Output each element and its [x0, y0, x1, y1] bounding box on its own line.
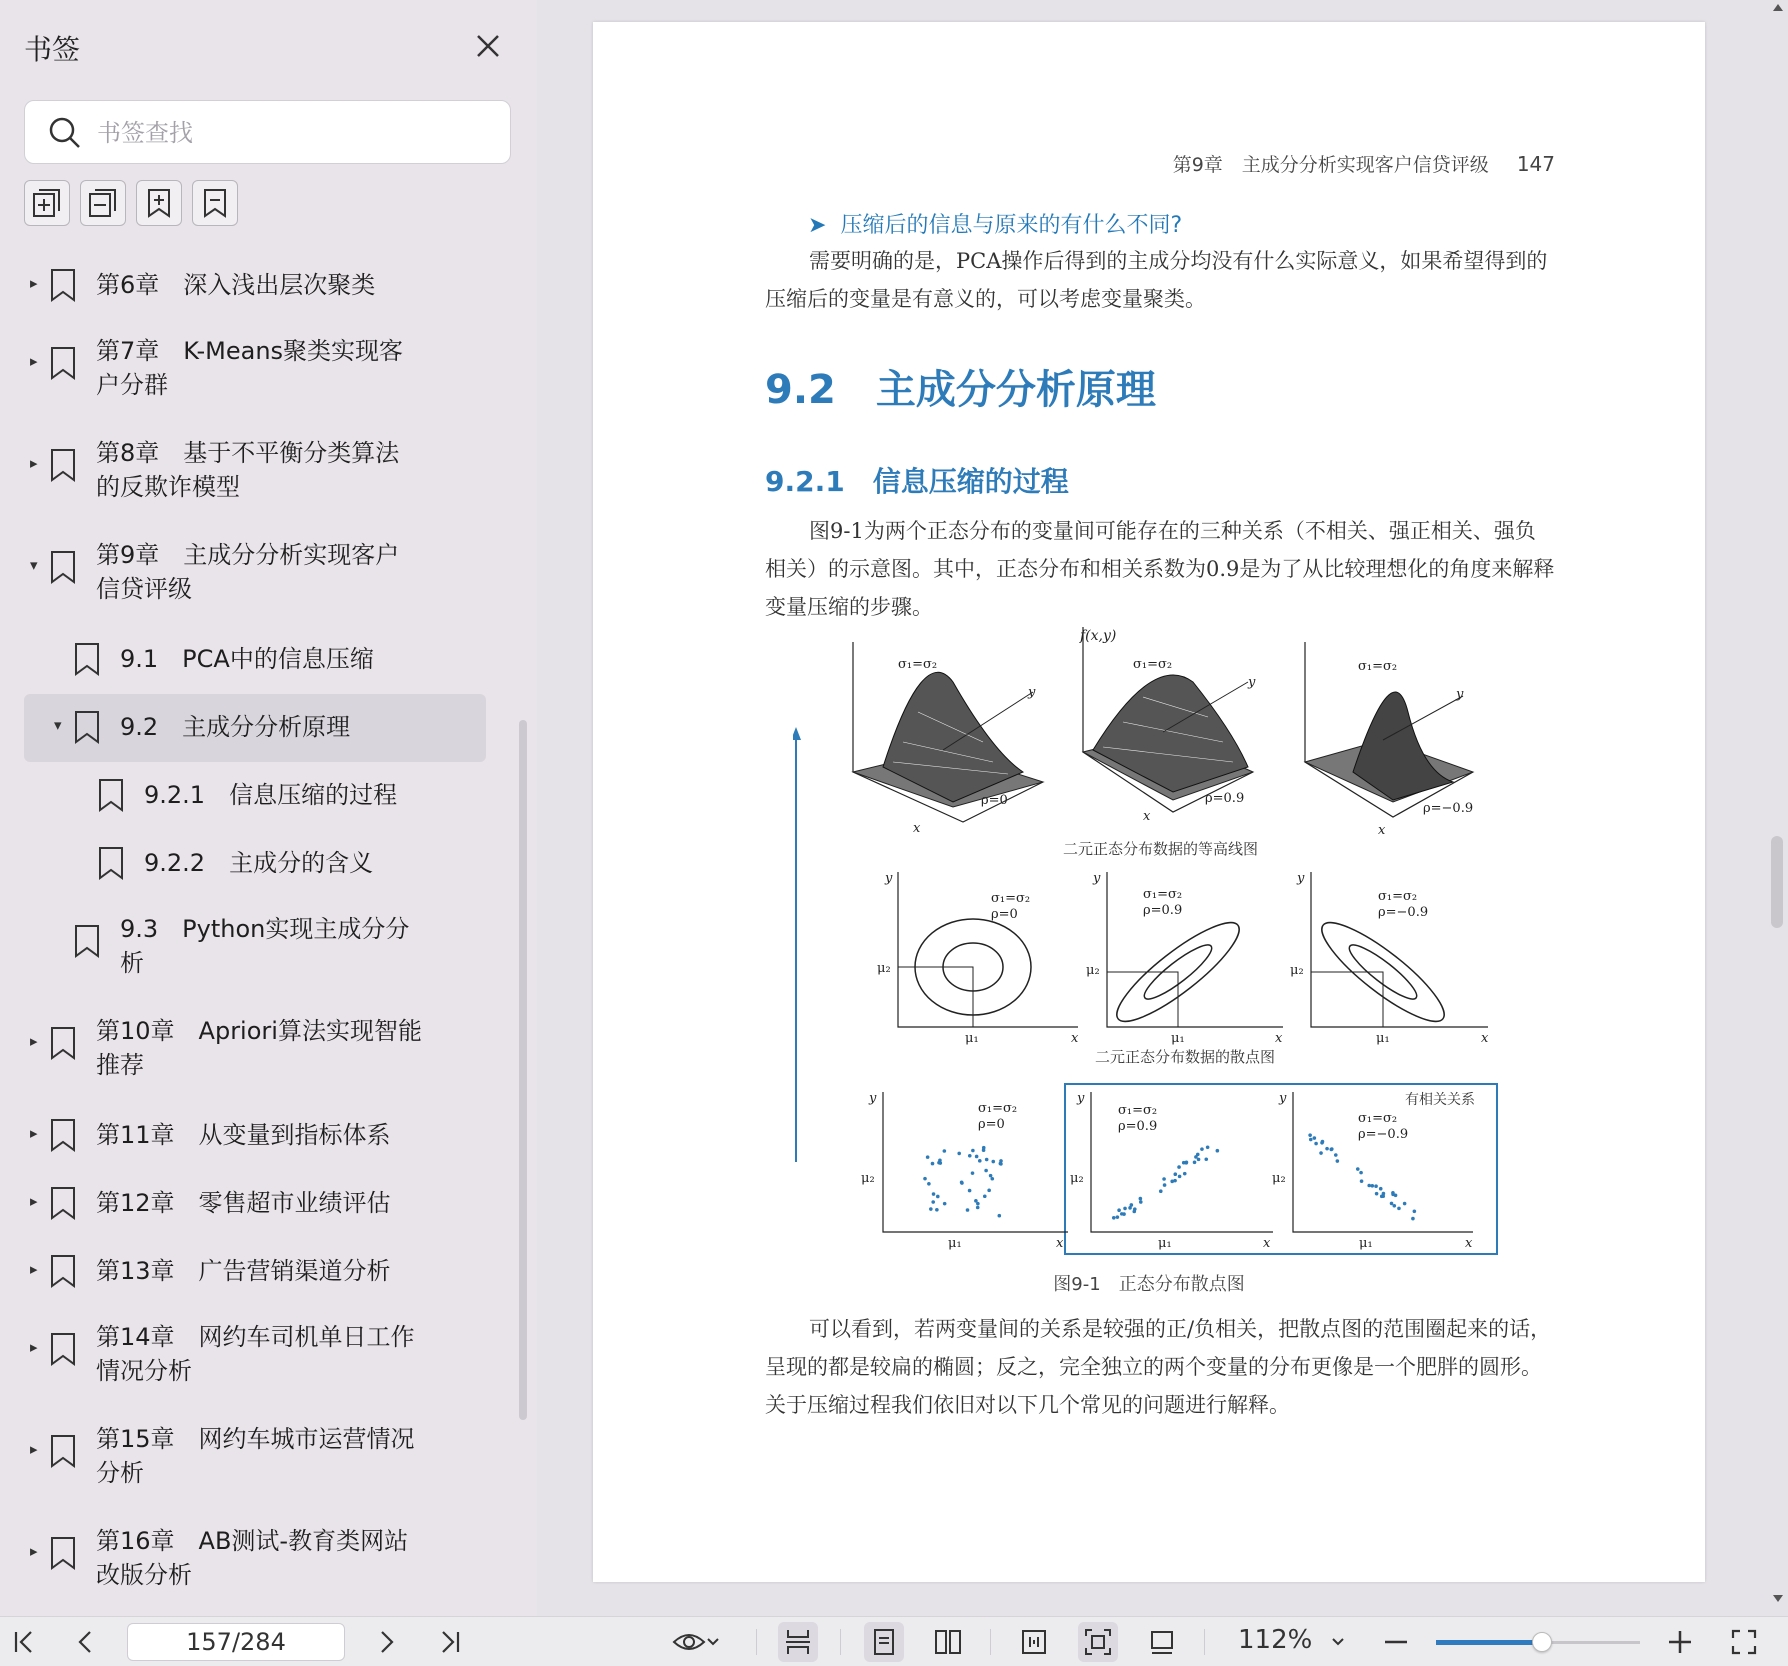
document-page	[593, 22, 1705, 1582]
section-heading: 9.2 主成分分析原理	[765, 367, 1156, 413]
bookmark-icon	[48, 550, 78, 584]
bookmark-item[interactable]	[0, 762, 500, 830]
svg-text:μ₂: μ₂	[877, 961, 891, 976]
view-mode-dropdown[interactable]	[664, 1624, 728, 1660]
svg-text:y: y	[869, 1091, 877, 1106]
svg-text:ρ=0.9: ρ=0.9	[1118, 1119, 1158, 1134]
question-text: 压缩后的信息与原来的有什么不同?	[840, 213, 1183, 238]
scatter-point	[1329, 1148, 1333, 1152]
scatter-point	[1403, 1202, 1407, 1206]
scatter-point	[929, 1207, 933, 1211]
scatter-plot-1	[861, 1091, 1068, 1251]
scatter-point	[1382, 1192, 1386, 1196]
chevron-down-icon	[706, 1637, 720, 1647]
subsection-heading: 9.2.1 信息压缩的过程	[765, 465, 1069, 498]
bookmark-item[interactable]	[0, 626, 500, 694]
collapse-all-icon	[87, 187, 119, 219]
close-sidebar-button[interactable]	[470, 28, 506, 64]
bookmark-label-line1: 第16章 AB测试-教育类网站	[96, 1527, 409, 1555]
scatter-point	[1325, 1147, 1329, 1151]
zoom-in-button[interactable]	[1662, 1624, 1698, 1660]
bookmark-label-line1: 第13章 广告营销渠道分析	[96, 1257, 391, 1285]
remove-bookmark-button[interactable]	[192, 180, 238, 226]
svg-text:y: y	[1028, 685, 1036, 700]
bookmark-label-line1: 9.2.1 信息压缩的过程	[144, 781, 398, 809]
running-head	[1173, 150, 1555, 177]
bookmark-label-line2: 户分群	[96, 371, 168, 399]
expand-all-button[interactable]	[24, 180, 70, 226]
svg-text:μ₂: μ₂	[1086, 963, 1100, 978]
scatter-point	[1374, 1184, 1378, 1188]
caret-right-icon[interactable]: ▸	[30, 1124, 38, 1142]
caret-right-icon[interactable]: ▸	[30, 1440, 38, 1458]
bookmark-label	[144, 846, 373, 880]
paragraph-3: 可以看到，若两变量间的关系是较强的正/负相关，把散点图的范围圈起来的话，呈现的都是较扁的椭圆；反之，完全独立的两个变量的分布更像是一个肥胖的圆形。关于压缩过程我们依旧对以下几个常见的问题进行解释。	[765, 1317, 1552, 1417]
scatter-plot-2	[1070, 1091, 1273, 1251]
svg-text:σ₁=σ₂: σ₁=σ₂	[991, 891, 1031, 906]
fullscreen-icon	[1730, 1628, 1758, 1656]
svg-text:x: x	[1275, 1031, 1283, 1046]
rotate-button[interactable]	[1144, 1624, 1180, 1660]
scatter-point	[1159, 1189, 1163, 1193]
bookmark-label-line2: 分析	[96, 1459, 144, 1487]
scatter-point	[1123, 1207, 1127, 1211]
scatter-point	[1117, 1208, 1121, 1212]
bookmark-icon	[48, 1118, 78, 1152]
running-head-title: 第9章 主成分分析实现客户信贷评级	[1172, 154, 1489, 176]
zoom-slider-knob[interactable]	[1532, 1632, 1552, 1652]
svg-text:y: y	[1456, 687, 1464, 702]
svg-text:x: x	[1378, 823, 1386, 838]
scatter-point	[983, 1194, 987, 1198]
svg-text:y: y	[1248, 675, 1256, 690]
bookmark-label	[96, 1014, 422, 1082]
caret-down-icon[interactable]: ▾	[30, 556, 38, 574]
bottom-toolbar	[0, 1616, 1788, 1666]
scatter-point	[985, 1158, 989, 1162]
sidebar-title: 书签	[24, 33, 81, 66]
contour-plot-2	[1086, 871, 1283, 1046]
fullscreen-button[interactable]	[1726, 1624, 1762, 1660]
scatter-point	[1411, 1217, 1415, 1221]
bookmark-item[interactable]	[0, 1510, 500, 1612]
contour-plot-1	[877, 871, 1079, 1046]
scatter-point	[991, 1160, 995, 1164]
bookmark-item[interactable]	[24, 694, 486, 762]
bookmark-label-line1: 第11章 从变量到指标体系	[96, 1121, 391, 1149]
caret-right-icon[interactable]: ▸	[30, 1338, 38, 1356]
scatter-point	[931, 1200, 935, 1204]
scatter-point	[982, 1146, 986, 1150]
zoom-slider-fill	[1436, 1640, 1542, 1645]
bookmark-icon	[48, 1254, 78, 1288]
bookmark-label-line1: 9.1 PCA中的信息压缩	[120, 645, 374, 673]
scatter-point	[1356, 1167, 1360, 1171]
zoom-out-button[interactable]	[1378, 1624, 1414, 1660]
scatter-point	[936, 1195, 940, 1199]
svg-text:ρ=0: ρ=0	[978, 1117, 1005, 1132]
scatter-point	[927, 1182, 931, 1186]
scatter-point	[957, 1152, 961, 1156]
bookmark-item[interactable]	[0, 1170, 500, 1238]
scatter-point	[1177, 1165, 1181, 1169]
bookmark-icon	[48, 1332, 78, 1366]
bookmark-label-line2: 情况分析	[96, 1357, 192, 1385]
svg-text:x: x	[1263, 1236, 1271, 1251]
scatter-point	[1183, 1172, 1187, 1176]
svg-text:σ₁=σ₂: σ₁=σ₂	[898, 657, 938, 672]
bookmark-label	[96, 1254, 391, 1288]
bookmark-icon	[48, 1434, 78, 1468]
bookmark-label	[96, 1320, 415, 1388]
bookmark-item[interactable]	[0, 1408, 500, 1510]
scatter-point	[1204, 1157, 1208, 1161]
caret-right-icon[interactable]: ▸	[30, 352, 38, 370]
bookmark-label	[96, 268, 375, 302]
scatter-point	[1370, 1184, 1374, 1188]
scatter-point	[938, 1158, 942, 1162]
svg-text:σ₁=σ₂: σ₁=σ₂	[1358, 1111, 1398, 1126]
scatter-point	[998, 1214, 1002, 1218]
svg-text:σ₁=σ₂: σ₁=σ₂	[1118, 1103, 1158, 1118]
svg-text:μ₁: μ₁	[1158, 1236, 1172, 1251]
scatter-point	[990, 1177, 994, 1181]
bookmark-icon	[48, 1536, 78, 1570]
scatter-point	[1308, 1133, 1312, 1137]
scatter-point	[976, 1202, 980, 1206]
plus-icon	[1666, 1628, 1694, 1656]
scatter-point	[1216, 1149, 1220, 1153]
bookmark-label	[96, 1524, 408, 1592]
last-page-button[interactable]	[432, 1624, 468, 1660]
bookmark-label-line2: 信贷评级	[96, 575, 192, 603]
svg-text:x: x	[1481, 1031, 1489, 1046]
scatter-point	[1206, 1145, 1210, 1149]
bookmark-label-line1: 第12章 零售超市业绩评估	[96, 1189, 391, 1217]
scatter-point	[989, 1174, 993, 1178]
scatter-point	[1367, 1184, 1371, 1188]
chevron-down-icon	[1331, 1637, 1345, 1647]
surface-plot-3	[1305, 642, 1473, 838]
scatter-point	[975, 1155, 979, 1159]
caret-right-icon[interactable]: ▸	[30, 454, 38, 472]
caret-right-icon[interactable]: ▸	[30, 1542, 38, 1560]
scatter-point	[1379, 1187, 1383, 1191]
svg-text:ρ=0: ρ=0	[991, 907, 1018, 922]
bookmark-label-line1: 第8章 基于不平衡分类算法	[96, 439, 400, 467]
single-page-icon	[869, 1627, 899, 1657]
scatter-point	[935, 1208, 939, 1212]
svg-text:σ₁=σ₂: σ₁=σ₂	[1133, 657, 1173, 672]
svg-text:ρ=−0.9: ρ=−0.9	[1378, 905, 1429, 920]
svg-text:y: y	[1297, 871, 1305, 886]
svg-text:μ₁: μ₁	[1376, 1031, 1390, 1046]
fit-width-icon	[1019, 1627, 1049, 1657]
bookmark-item[interactable]	[0, 422, 500, 524]
bookmark-label-line2: 的反欺诈模型	[96, 473, 240, 501]
bookmark-label-line2: 析	[120, 949, 144, 977]
svg-text:x: x	[913, 821, 921, 836]
scatter-point	[1314, 1142, 1318, 1146]
bookmark-search-box[interactable]	[24, 100, 511, 164]
scroll-down-icon[interactable]	[1772, 1594, 1784, 1604]
bookmark-label	[96, 1118, 391, 1152]
scatter-point	[1313, 1136, 1317, 1140]
bookmark-label-line1: 第15章 网约车城市运营情况	[96, 1425, 415, 1453]
caret-down-icon[interactable]: ▾	[54, 716, 62, 734]
last-page-icon	[436, 1628, 464, 1656]
scatter-point	[943, 1202, 947, 1206]
scatter-point	[1193, 1160, 1197, 1164]
bookmark-label	[120, 642, 374, 676]
scatter-point	[1116, 1215, 1120, 1219]
scatter-point	[999, 1162, 1003, 1166]
bookmark-item[interactable]	[0, 898, 500, 1000]
svg-text:σ₁=σ₂: σ₁=σ₂	[1143, 887, 1183, 902]
scatter-point	[1391, 1193, 1395, 1197]
two-page-button[interactable]	[930, 1624, 966, 1660]
svg-text:ρ=−0.9: ρ=−0.9	[1358, 1127, 1409, 1142]
fit-width-button[interactable]	[1016, 1624, 1052, 1660]
surface-plot-1	[853, 642, 1043, 836]
scatter-point	[1128, 1206, 1132, 1210]
svg-text:σ₁=σ₂: σ₁=σ₂	[1358, 659, 1398, 674]
single-page-button[interactable]	[864, 1622, 904, 1662]
bookmark-icon	[48, 1026, 78, 1060]
scatter-point	[971, 1171, 975, 1175]
bookmark-icon	[72, 642, 102, 676]
bookmark-label	[96, 538, 399, 606]
paragraph-2: 图9-1为两个正态分布的变量间可能存在的三种关系（不相关、强正相关、强负相关）的示意图。其中，正态分布和相关系数为0.9是为了从比较理想化的角度来解释变量压缩的步骤。	[765, 519, 1555, 619]
fit-page-button[interactable]	[1078, 1622, 1118, 1662]
continuous-scroll-button[interactable]	[778, 1622, 818, 1662]
bookmark-label-line2: 改版分析	[96, 1561, 192, 1589]
scatter-point	[1336, 1159, 1340, 1163]
scatter-point	[1112, 1216, 1116, 1220]
remove-bookmark-icon	[199, 187, 231, 219]
sidebar-scrollbar[interactable]	[519, 720, 527, 1420]
previous-page-button[interactable]	[68, 1624, 104, 1660]
svg-text:ρ=0.9: ρ=0.9	[1143, 903, 1183, 918]
svg-text:μ₂: μ₂	[1070, 1171, 1084, 1186]
bookmark-label	[96, 1422, 415, 1490]
rotate-icon	[1147, 1627, 1177, 1657]
caret-right-icon[interactable]: ▸	[30, 1192, 38, 1210]
contour-plot-3	[1290, 871, 1489, 1046]
scatter-point	[1413, 1209, 1417, 1213]
svg-text:μ₁: μ₁	[965, 1031, 979, 1046]
svg-text:μ₁: μ₁	[1359, 1236, 1373, 1251]
fit-page-icon	[1083, 1627, 1113, 1657]
minus-icon	[1382, 1628, 1410, 1656]
scatter-point	[1321, 1140, 1325, 1144]
scatter-point	[926, 1155, 930, 1159]
svg-text:μ₂: μ₂	[861, 1171, 875, 1186]
scatter-point	[1122, 1212, 1126, 1216]
svg-text:y: y	[1077, 1091, 1085, 1106]
bookmark-label-line1: 第6章 深入浅出层次聚类	[96, 271, 376, 299]
bookmark-label	[120, 710, 350, 744]
figure-arrowhead	[793, 727, 801, 740]
scatter-point	[932, 1192, 936, 1196]
page-number: 147	[1516, 152, 1555, 176]
scatter-point	[976, 1206, 980, 1210]
bookmark-label-line1: 9.3 Python实现主成分分	[120, 915, 410, 943]
svg-text:x: x	[1143, 809, 1151, 824]
first-page-icon	[10, 1628, 38, 1656]
bookmark-sidebar	[0, 0, 537, 1616]
scatter-point	[1390, 1202, 1394, 1206]
bookmark-label-line1: 第9章 主成分分析实现客户	[96, 541, 400, 569]
expand-all-icon	[31, 187, 63, 219]
svg-text:ρ=0.9: ρ=0.9	[1205, 791, 1245, 806]
figure-caption: 图9-1 正态分布散点图	[1053, 1274, 1245, 1295]
question-item	[808, 208, 1182, 239]
first-page-button[interactable]	[6, 1624, 42, 1660]
scatter-point	[1334, 1153, 1338, 1157]
scatter-point	[1173, 1172, 1177, 1176]
add-bookmark-icon	[143, 187, 175, 219]
scatter-point	[968, 1154, 972, 1158]
scatter-point	[978, 1159, 982, 1163]
scatter-point	[984, 1169, 988, 1173]
scatter-point	[971, 1149, 975, 1153]
chevron-left-icon	[72, 1628, 100, 1656]
scroll-up-icon[interactable]	[1772, 2, 1784, 12]
scatter-point	[943, 1149, 947, 1153]
scatter-point	[1197, 1158, 1201, 1162]
bookmark-label	[96, 334, 403, 402]
continuous-scroll-icon	[783, 1627, 813, 1657]
bookmark-icon	[48, 268, 78, 302]
bookmark-label-line1: 9.2 主成分分析原理	[120, 713, 351, 741]
two-page-icon	[933, 1627, 963, 1657]
bookmark-item[interactable]	[0, 524, 500, 626]
bookmark-item[interactable]	[0, 1306, 500, 1408]
scatter-point	[1170, 1180, 1174, 1184]
bookmark-item[interactable]	[0, 320, 500, 422]
surface-plot-2	[1079, 627, 1256, 824]
bookmark-label-line2: 推荐	[96, 1051, 144, 1079]
svg-text:ρ=0: ρ=0	[981, 793, 1008, 808]
scatter-point	[1309, 1138, 1313, 1142]
scatter-point	[931, 1162, 935, 1166]
bookmark-icon	[48, 448, 78, 482]
bookmark-item[interactable]	[0, 1238, 500, 1306]
svg-text:μ₁: μ₁	[948, 1236, 962, 1251]
scatter-point	[1178, 1175, 1182, 1179]
svg-text:x: x	[1071, 1031, 1079, 1046]
scatter-point	[1200, 1147, 1204, 1151]
caret-right-icon[interactable]: ▸	[30, 1260, 38, 1278]
scatter-point	[923, 1177, 927, 1181]
svg-text:y: y	[885, 871, 893, 886]
svg-text:x: x	[1465, 1236, 1473, 1251]
scatter-point	[966, 1208, 970, 1212]
bookmark-label-line1: 第14章 网约车司机单日工作	[96, 1323, 415, 1351]
svg-text:μ₁: μ₁	[1171, 1031, 1185, 1046]
bookmark-item[interactable]	[0, 830, 500, 898]
document-scroll-thumb[interactable]	[1771, 836, 1783, 928]
add-bookmark-button[interactable]	[136, 180, 182, 226]
svg-text:μ₂: μ₂	[1290, 963, 1304, 978]
bookmark-label-line1: 9.2.2 主成分的含义	[144, 849, 374, 877]
svg-text:σ₁=σ₂: σ₁=σ₂	[978, 1101, 1018, 1116]
bookmark-label-line1: 第7章 K-Means聚类实现客	[96, 337, 404, 365]
row1-caption: 二元正态分布数据的等高线图	[1063, 840, 1259, 858]
bookmark-item[interactable]	[0, 1000, 500, 1102]
bookmark-icon	[48, 346, 78, 380]
bookmark-icon	[72, 924, 102, 958]
bookmark-label	[96, 436, 399, 504]
page-number-input[interactable]	[127, 1623, 345, 1661]
bookmark-item[interactable]	[0, 252, 500, 320]
bookmark-search-input[interactable]	[97, 111, 487, 155]
svg-text:f(x,y): f(x,y)	[1080, 628, 1117, 644]
bookmark-label	[120, 912, 409, 980]
bookmark-icon	[96, 778, 126, 812]
svg-text:x: x	[1056, 1236, 1064, 1251]
figure-9-1	[793, 622, 1513, 1262]
bookmark-icon	[48, 1186, 78, 1220]
scatter-point	[1163, 1183, 1167, 1187]
scatter-point	[1139, 1197, 1143, 1201]
scatter-point	[1397, 1207, 1401, 1211]
bookmark-item[interactable]	[0, 1102, 500, 1170]
zoom-level[interactable]: 112%	[1238, 1625, 1313, 1655]
scatter-point	[1132, 1210, 1136, 1214]
search-icon	[47, 115, 83, 151]
scatter-point	[1375, 1192, 1379, 1196]
scatter-point	[960, 1181, 964, 1185]
bookmark-label	[144, 778, 397, 812]
eye-icon	[672, 1628, 706, 1656]
scatter-point	[1392, 1204, 1396, 1208]
scatter-point	[1185, 1160, 1189, 1164]
collapse-all-button[interactable]	[80, 180, 126, 226]
bookmark-icon	[96, 846, 126, 880]
next-page-button[interactable]	[368, 1624, 404, 1660]
svg-text:y: y	[1093, 871, 1101, 886]
svg-text:μ₂: μ₂	[1272, 1171, 1286, 1186]
caret-right-icon[interactable]: ▸	[30, 1032, 38, 1050]
arrow-bullet-icon: ➤	[808, 213, 827, 238]
svg-text:y: y	[1279, 1091, 1287, 1106]
chevron-right-icon	[372, 1628, 400, 1656]
scatter-point	[1319, 1151, 1323, 1155]
correlation-box-label: 有相关关系	[1405, 1092, 1475, 1108]
caret-right-icon[interactable]: ▸	[30, 274, 38, 292]
scatter-plot-3	[1272, 1091, 1473, 1251]
close-icon	[470, 28, 506, 64]
scatter-point	[1359, 1171, 1363, 1175]
svg-text:ρ=−0.9: ρ=−0.9	[1423, 801, 1474, 816]
paragraph-1: 需要明确的是，PCA操作后得到的主成分均没有什么实际意义，如果希望得到的压缩后的变量是有意义的，可以考虑变量聚类。	[765, 249, 1548, 311]
scatter-point	[1139, 1200, 1143, 1204]
scatter-point	[987, 1189, 991, 1193]
scatter-point	[1360, 1179, 1364, 1183]
svg-text:σ₁=σ₂: σ₁=σ₂	[1378, 889, 1418, 904]
bookmark-label-line1: 第10章 Apriori算法实现智能	[96, 1017, 422, 1045]
bookmark-label	[96, 1186, 391, 1220]
document-scrollbar[interactable]	[1768, 0, 1788, 1616]
zoom-dropdown[interactable]	[1324, 1624, 1352, 1660]
scatter-point	[968, 1189, 972, 1193]
scatter-point	[1162, 1177, 1166, 1181]
bookmark-icon	[72, 710, 102, 744]
row2-caption: 二元正态分布数据的散点图	[1095, 1048, 1276, 1066]
